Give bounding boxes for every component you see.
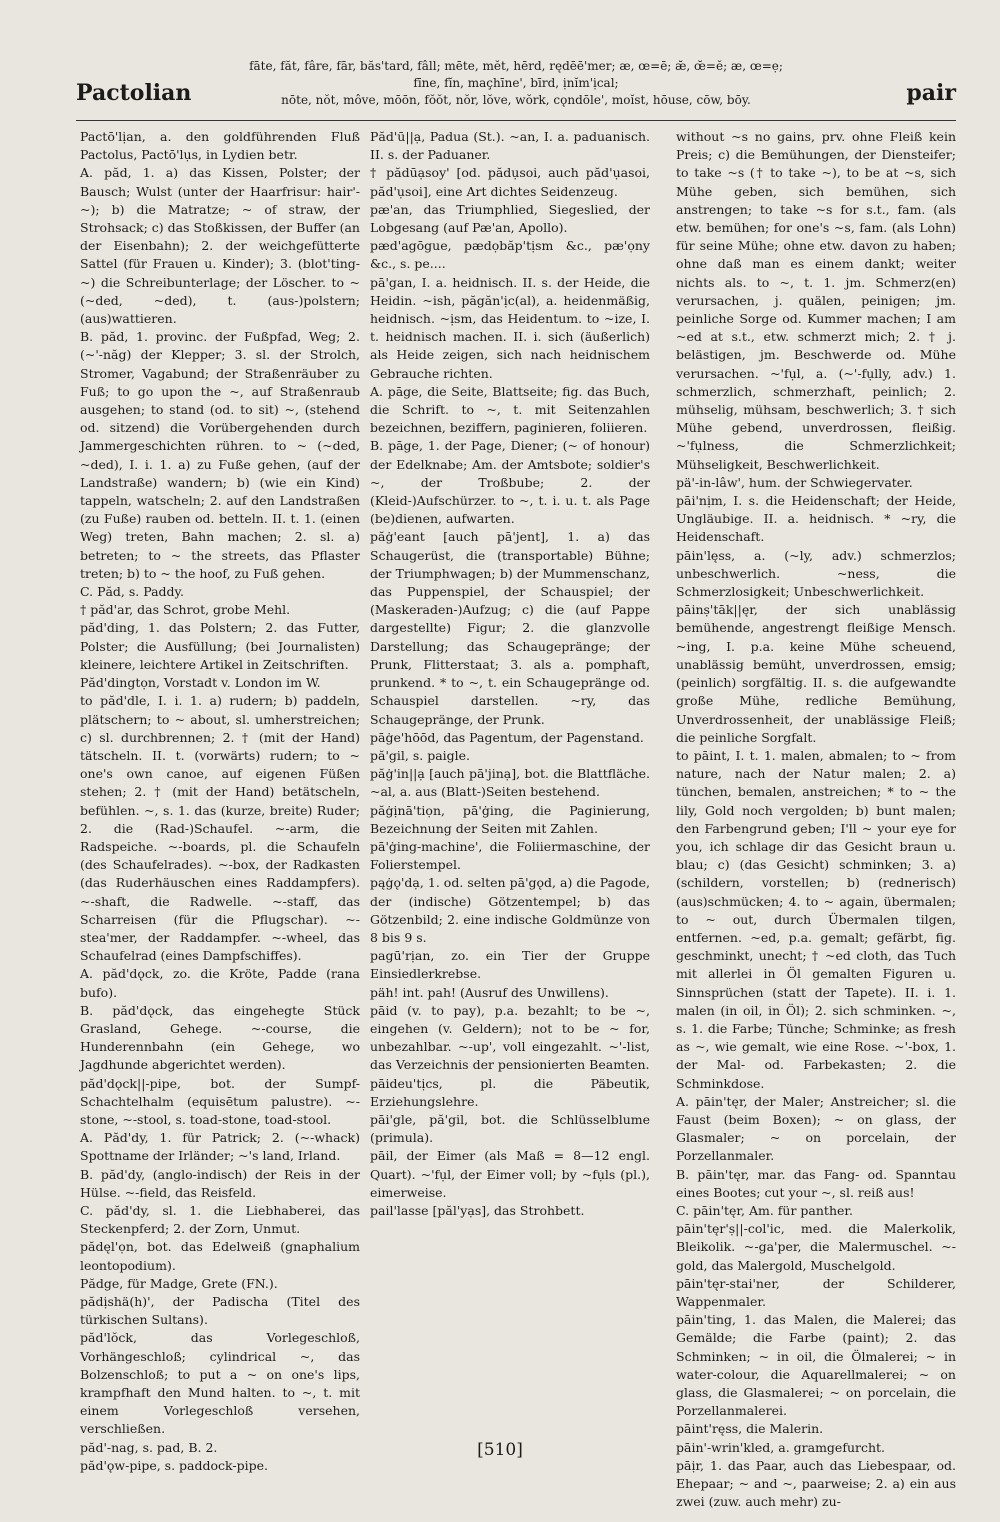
- entry: Păd'ū||ạ, Padua (St.). ~an, I. a. paduanisch. II. s. der Paduaner.: [370, 129, 650, 163]
- column-3: [676, 128, 956, 1511]
- entry: pāin'tęr-stai'ner, der Schilderer, Wappenmaler.: [676, 1275, 956, 1309]
- column-2: [370, 128, 650, 1220]
- entry: päh! int. pah! (Ausruf des Unwillens).: [370, 984, 609, 1000]
- entry: pāin'ting, 1. das Malen, die Malerei; das Gemälde; die Farbe (paint); 2. das Schminken; ~ in oil, die Ölmalerei; ~ in water-colour, die Aquarellmalerei; ~ on glass, die Glasmalerei; ~ on porcelain, die Porzellanmalerei.: [676, 1312, 956, 1419]
- page-number: [510]: [477, 1440, 523, 1460]
- entry: C. pāin'tęr, Am. für panther.: [676, 1202, 853, 1218]
- entry: pā'gan, I. a. heidnisch. II. s. der Heide, die Heidin. ~ish, păgăn'ịc(al), a. heidenmäßig, heidnisch. ~ịsm, das Heidentum. to ~ize, I. t. heidnisch machen. II. i. sich (äußerlich) als Heide zeigen, sich nach heidnischem Gebrauche richten.: [370, 274, 650, 381]
- entry: † păd'ar, das Schrot, grobe Mehl.: [80, 602, 291, 618]
- right-guide-word: pair: [906, 80, 956, 106]
- entry: păd'ǫw-pipe, s. paddock-pipe.: [80, 1457, 268, 1473]
- entry: B. păd, 1. provinc. der Fußpfad, Weg; 2. (~'-năg) der Klepper; 3. sl. der Strolch, Stromer, Vagabund; der Straßenräuber zu Fuß; to go upon the ~, auf Straßenraub ausgehen; to stand (od. to sit) ~, (stehend od. sitzend) die Vorübergehenden durch Jammergeschichten rühren. to ~ (~ded, ~ded), I. i. 1. a) zu Fuße gehen, (auf der Landstraße) wandern; b) (wie ein Kind) tappeln, watscheln; 2. auf den Landstraßen (zu Fuße) rauben od. betteln. II. t. 1. (einen Weg) treten, Bahn machen; 2. sl. a) betreten; to ~ the streets, das Pflaster treten; b) to ~ the hoof, zu Fuß gehen.: [80, 329, 360, 581]
- entry: păd'ding, 1. das Polstern; 2. das Futter, Polster; die Ausfüllung; (bei Journalisten) kleinere, leichtere Artikel in Zeitschriften.: [80, 620, 360, 672]
- entry: pāịr, 1. das Paar, auch das Liebespaar, od. Ehepaar; ~ and ~, paarweise; 2. a) ein aus zwei (zuw. auch mehr) zu-: [676, 1457, 956, 1510]
- entry: pä'-in-lâw', hum. der Schwiegervater.: [676, 474, 913, 490]
- entry: to păd'dle, I. i. 1. a) rudern; b) paddeln, plätschern; to ~ about, sl. umherstreichen; c) sl. durchbrennen; 2. † (mit der Hand) tätscheln. II. t. (vorwärts) rudern; to ~ one's own canoe, auf eigenen Füßen stehen; 2. † (mit der Hand) betätscheln, befühlen. ~, s. 1. das (kurze, breite) Ruder; 2. die (Rad-)Schaufel. ~-arm, die Radspeiche. ~-boards, pl. die Schaufeln (des Schaufelrades). ~-box, der Radkasten (das Ruderhäuschen eines Raddampfers). ~-shaft, die Radwelle. ~-staff, das Scharreisen (für die Pflugschar). ~-stea'mer, der Raddampfer. ~-wheel, das Schaufelrad (eines Dampfschiffes).: [80, 693, 360, 964]
- entry: păd'lŏck, das Vorlegeschloß, Vorhängeschloß; cylindrical ~, das Bolzenschloß; to put a ~ on one's lips, krampfhaft den Mund halten. to ~, t. mit einem Vorlegeschloß versehen, verschließen.: [80, 1330, 360, 1437]
- entry: pāinṣ'tāk||ęr, der sich unablässig bemühende, angestrengt fleißige Mensch. ~ing, I. p.a. keine Mühe scheuend, unablässig bemüht, unverdrossen, emsig; (peinlich) sorgfältig. II. s. die aufgewandte große Mühe, redliche Bemühung, Unverdrossenheit, der unablässige Fleiß; die peinliche Sorgfalt.: [676, 602, 956, 745]
- entry: pāid (v. to pay), p.a. bezahlt; to be ~, eingehen (v. Geldern); not to be ~ for, unbezahlbar. ~-up', voll eingezahlt. ~'-list, das Verzeichnis der pensionierten Beamten.: [370, 1002, 650, 1073]
- entry: † pădūạsoy' [od. pădụsoi, auch păd'ụasoi, păd'ụsoi], eine Art dichtes Seidenzeug.: [370, 165, 650, 199]
- entry: B. pāin'tęr, mar. das Fang- od. Spanntau eines Bootes; cut your ~, sl. reiß aus!: [676, 1166, 956, 1200]
- entry: B. pāge, 1. der Page, Diener; (~ of honour) der Edelknabe; Am. der Amtsbote; soldier's ~, der Troßbube; 2. der (Kleid-)Aufschürzer. to ~, t. i. u. t. als Page (be)dienen, aufwarten.: [370, 438, 650, 527]
- entry: pāin'lęss, a. (~ly, adv.) schmerzlos; unbeschwerlich. ~ness, die Schmerzlosigkeit; Unbeschwerlichkeit.: [676, 547, 956, 600]
- pronunciation-key-line-2: fīne, fĭn, maçhīne', bīrd, ịnĭm'ịcal;: [413, 76, 619, 90]
- entry: B. păd'dy, (anglo-indisch) der Reis in der Hülse. ~-field, das Reisfeld.: [80, 1166, 360, 1200]
- entry: păġịnā'tiọn, pā'ġing, die Paginierung, Bezeichnung der Seiten mit Zahlen.: [370, 802, 650, 836]
- entry: Păd'dingtọn, Vorstadt v. London im W.: [80, 675, 321, 691]
- entry: pāin'tęr'ṣ||-col'ic, med. die Malerkolik, Bleikolik. ~-ga'per, die Malermuschel. ~-gold, das Malergold, Muschelgold.: [676, 1221, 956, 1273]
- entry: C. păd'dy, sl. 1. die Liebhaberei, das Steckenpferd; 2. der Zorn, Unmut.: [80, 1202, 360, 1237]
- entry: A. Păd'dy, 1. für Patrick; 2. (~-whack) Spottname der Irländer; ~'s land, Irland.: [80, 1130, 360, 1164]
- entry: B. păd'dǫck, das eingehegte Stück Grasland, Gehege. ~-course, die Hunderennbahn (ein Gehege, wo Jagdhunde abgerichtet werden).: [80, 1002, 360, 1073]
- entry: păġ'eant [auch pā'jent], 1. a) das Schaugerüst, die (transportable) Bühne; der Triumphwagen; b) der Mummenschanz, das Puppenspiel, der Schauspiel; der (Maskeraden-)Aufzug; c) die (auf Pappe dargestellte) Figur; 2. die glanzvolle Darstellung; das Schaugepränge; der Prunk, Flitterstaat; 3. als a. pomphaft, prunkend. * to ~, t. ein Schaugepränge od. Schauspiel darstellen. ~ry, das Schaugepränge, der Prunk.: [370, 529, 650, 727]
- pronunciation-key-line-1: fāte, făt, fâre, fār, băs'tard, fâll; mēte, mĕt, hērd, rędēē'mer; æ, œ=ē; æ̆, œ̆=ĕ; æ, œ=ẹ;: [249, 59, 783, 73]
- entry: C. Păd, s. Paddy.: [80, 584, 184, 600]
- entry: pădęl'ọn, bot. das Edelweiß (gnaphalium leontopodium).: [80, 1239, 360, 1273]
- entry: without ~s no gains, prv. ohne Fleiß kein Preis; c) die Bemühungen, der Diensteifer; to take ~s († to take ~), to be at ~s, sich Mühe geben, sich bemühen, sich anstrengen; to take ~s for s.t., fam. (als etw. bemühen; for one's ~s, fam. (als Lohn) für seine Mühe; ohne etw. davon zu haben; ohne daß man es einem dankt; weiter nichts als. to ~, t. 1. jm. Schmerz(en) verursachen, j. quälen, peinigen; jm. peinliche Sorge od. Kummer machen; I am ~ed at s.t., etw. schmerzt mich; 2. † j. belästigen, jm. Beschwerde od. Mühe verursachen. ~'fụl, a. (~'-fụlly, adv.) 1. schmerzlich, schmerzhaft, peinlich; 2. mühselig, mühsam, beschwerlich; 3. † sich Mühe gebend, unverdrossen, fleißig. ~'fụlness, die Schmerzlichkeit; Mühseligkeit, Beschwerlichkeit.: [676, 129, 956, 472]
- entry: pāin'-wrin'kled, a. gramgefurcht.: [676, 1439, 886, 1455]
- page-header: [76, 58, 956, 122]
- header-rule: [76, 120, 956, 121]
- pronunciation-key-line-3: nōte, nŏt, môve, mōōn, fŏŏt, nŏr, lŏve, wŏrk, cǫndōle', moĭst, hōuse, cōw, bōy.: [281, 93, 751, 107]
- entry: pagū'rịan, zo. ein Tier der Gruppe Einsiedlerkrebse.: [370, 948, 650, 982]
- entry: Pactō'lịan, a. den goldführenden Fluß Pactolus, Pactō'lụs, in Lydien betr.: [80, 129, 360, 163]
- entry: A. păd'dǫck, zo. die Kröte, Padde (rana bufo).: [80, 966, 360, 1000]
- entry: pāi'gle, pă'gil, bot. die Schlüsselblume (primula).: [370, 1111, 650, 1146]
- entry: pæ'an, das Triumphlied, Siegeslied, der Lobgesang (auf Pæ'an, Apollo).: [370, 201, 650, 236]
- entry: pă'gil, s. paigle.: [370, 747, 471, 763]
- entry: pāint'ręss, die Malerin.: [676, 1421, 824, 1437]
- entry: pąġǫ'dạ, 1. od. selten pā'gǫd, a) die Pagode, der (indische) Götzentempel; b) das Götzenbild; 2. eine indische Goldmünze von 8 bis 9 s.: [370, 875, 650, 945]
- entry: pāi'nịm, I. s. die Heidenschaft; der Heide, Ungläubige. II. a. heidnisch. * ~ry, die Heidenschaft.: [676, 493, 956, 545]
- column-1: [80, 128, 360, 1475]
- entry: Pădge, für Madge, Grete (FN.).: [80, 1275, 278, 1291]
- entry: to pāint, I. t. 1. malen, abmalen; to ~ from nature, nach der Natur malen; 2. a) tünchen, bemalen, anstreichen; * to ~ the lily, Gold noch vergolden; b) bunt malen; den Farbengrund geben; I'll ~ your eye for you, ich schlage dir das Gesicht braun u. blau; c) (das Gesicht) schminken; 3. a) (schildern, vorstellen; b) (rednerisch) (aus)schmücken; 4. to ~ again, übermalen; to ~ out, durch Übermalen tilgen, entfernen. ~ed, p.a. gemalt; gefärbt, fig. geschminkt, unecht; † ~ed cloth, das Tuch mit allerlei in Öl gemalten Figuren u. Sinnsprüchen (statt der Tapete). II. i. 1. malen (in oil, in Öl); 2. sich schminken. ~, s. 1. die Farbe; Tünche; Schminke; as fresh as ~, wie gemalt, wie eine Rose. ~'-box, 1. der Mal- od. Farbekasten; 2. die Schminkdose.: [676, 747, 956, 1091]
- entry: pădịshä(h)', der Padischa (Titel des türkischen Sultans).: [80, 1294, 360, 1328]
- entry: pā'ġing-machine', die Foliiermaschine, der Folierstempel.: [370, 838, 650, 873]
- entry: păġ'in||ạ [auch pā'jinạ], bot. die Blattfläche. ~al, a. aus (Blatt-)Seiten bestehend.: [370, 766, 650, 800]
- entry: A. pāge, die Seite, Blattseite; fig. das Buch, die Schrift. to ~, t. mit Seitenzahlen bezeichnen, beziffern, paginieren, foliieren.: [370, 383, 650, 436]
- entry: păd'-nag, s. pad, B. 2.: [80, 1439, 218, 1455]
- entry: pāil, der Eimer (als Maß = 8—12 engl. Quart). ~'fụl, der Eimer voll; by ~fụls (pl.), eimerweise.: [370, 1148, 650, 1200]
- left-guide-word: Pactolian: [76, 80, 192, 106]
- entry: pæd'agōgue, pædọbăp'tịsm &c., pæ'ọny &c., s. pe....: [370, 238, 650, 272]
- entry: A. pāin'tęr, der Maler; Anstreicher; sl. die Faust (beim Boxen); ~ on glass, der Glasmaler; ~ on porcelain, der Porzellanmaler.: [676, 1093, 956, 1164]
- entry: pāideu'tịcs, pl. die Päbeutik, Erziehungslehre.: [370, 1075, 650, 1109]
- entry: pail'lasse [păl'yạs], das Strohbett.: [370, 1202, 585, 1218]
- entry: pāġe'hōōd, das Pagentum, der Pagenstand.: [370, 729, 644, 745]
- entry: păd'dǫck||-pipe, bot. der Sumpf-Schachtelhalm (equisētum palustre). ~-stone, ~-stool, s. toad-stone, toad-stool.: [80, 1075, 360, 1127]
- entry: A. păd, 1. a) das Kissen, Polster; der Bausch; Wulst (unter der Haarfrisur: hair'-~); b) die Matratze; ~ of straw, der Strohsack; c) das Stoßkissen, der Buffer (an der Eisenbahn); 2. der weichgefütterte Sattel (für Frauen u. Kinder); 3. (blot'ting-~) die Schreibunterlage; der Löscher. to ~ (~ded, ~ded), t. (aus-)polstern; (aus)wattieren.: [80, 165, 360, 327]
